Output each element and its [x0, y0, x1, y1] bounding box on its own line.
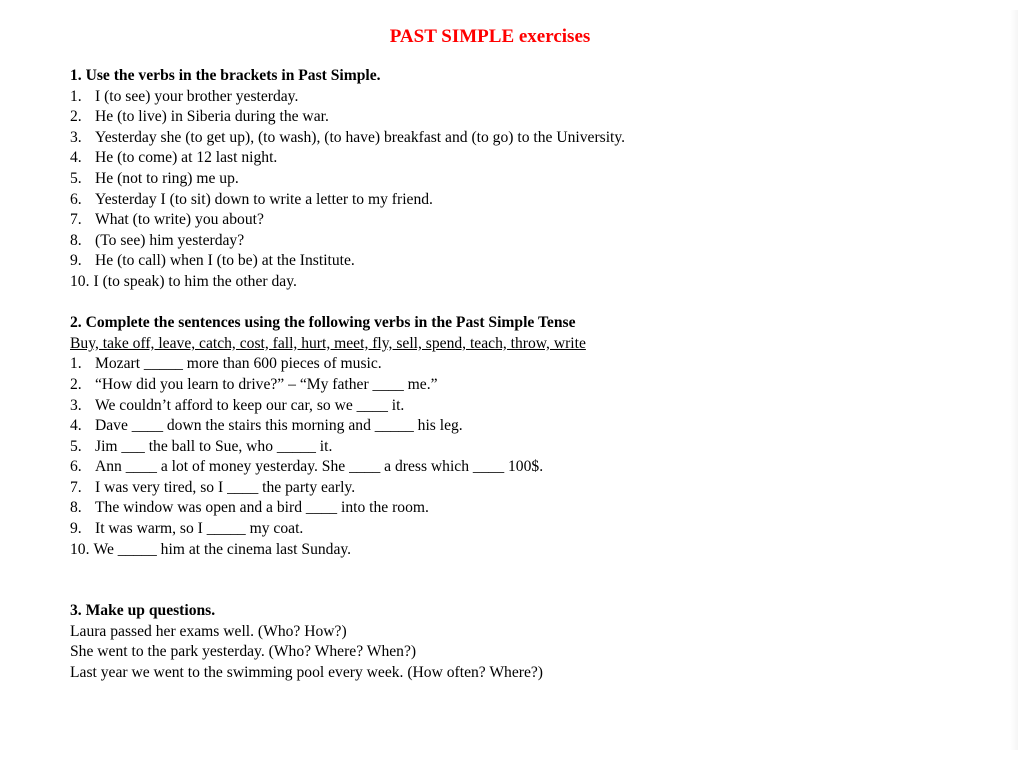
list-item-text: He (not to ring) me up.: [95, 169, 239, 187]
list-item-text: Yesterday she (to get up), (to wash), (to have) breakfast and (to go) to the University.: [95, 128, 626, 146]
list-item: [70, 540, 970, 561]
list-item-text: “How did you learn to drive?” – “My father ____ me.”: [95, 375, 438, 393]
exercise-2: [70, 313, 970, 560]
list-item: [70, 375, 970, 396]
list-item-text: The window was open and a bird ____ into the room.: [95, 499, 429, 517]
list-item: [70, 457, 970, 478]
list-item-number: 9.: [70, 520, 82, 538]
list-item-number: 7.: [70, 211, 82, 229]
list-item-number: 8.: [70, 231, 82, 249]
exercise-3-line: Last year we went to the swimming pool every week. (How often? Where?): [70, 664, 543, 682]
list-item: [70, 498, 970, 519]
list-item-number: 1.: [70, 355, 82, 373]
exercise-1: [70, 66, 970, 293]
exercise-2-verb-list: Buy, take off, leave, catch, cost, fall, hurt, meet, fly, sell, spend, teach, throw, write: [70, 334, 586, 352]
list-item: [70, 231, 970, 252]
list-item: [70, 396, 970, 417]
list-item: [70, 148, 970, 169]
list-item-text: He (to live) in Siberia during the war.: [95, 108, 329, 126]
list-item-number: 2.: [70, 108, 82, 126]
list-item-number: 2.: [70, 375, 82, 393]
list-item-text: He (to come) at 12 last night.: [95, 149, 278, 167]
list-item-number: 4.: [70, 149, 82, 167]
exercise-2-list: [70, 354, 970, 560]
list-item-number: 5.: [70, 437, 82, 455]
exercise-1-list: [70, 87, 970, 293]
list-item: [70, 478, 970, 499]
list-item-text: Yesterday I (to sit) down to write a letter to my friend.: [95, 190, 433, 208]
list-item: [70, 354, 970, 375]
list-item-number: 6.: [70, 190, 82, 208]
exercise-2-heading: 2. Complete the sentences using the following verbs in the Past Simple Tense: [70, 314, 576, 332]
exercise-content: [70, 66, 970, 684]
list-item-text: It was warm, so I _____ my coat.: [95, 520, 304, 538]
list-item-number: 1.: [70, 87, 82, 105]
list-item-number: 9.: [70, 252, 82, 270]
list-item-number: 6.: [70, 458, 82, 476]
list-item-text: We couldn’t afford to keep our car, so we ____ it.: [95, 396, 405, 414]
list-item-number: 4.: [70, 417, 82, 435]
list-item-number: 10.: [70, 540, 90, 558]
list-item: [70, 416, 970, 437]
list-item-text: Ann ____ a lot of money yesterday. She ____ a dress which ____ 100$.: [95, 458, 544, 476]
list-item-text: What (to write) you about?: [95, 211, 264, 229]
list-item-number: 3.: [70, 396, 82, 414]
list-item: [70, 437, 970, 458]
list-item-text: I was very tired, so I ____ the party early.: [95, 478, 356, 496]
list-item: [70, 272, 970, 293]
list-item-text: I (to see) your brother yesterday.: [95, 87, 299, 105]
page-edge-shadow: [1010, 10, 1018, 750]
list-item-text: I (to speak) to him the other day.: [93, 272, 297, 290]
list-item: [70, 210, 970, 231]
list-item: [70, 251, 970, 272]
exercise-1-heading: 1. Use the verbs in the brackets in Past Simple.: [70, 67, 381, 84]
list-item-number: 7.: [70, 478, 82, 496]
list-item-text: We _____ him at the cinema last Sunday.: [93, 540, 352, 558]
list-item: [70, 128, 970, 149]
exercise-3-heading: 3. Make up questions.: [70, 602, 216, 620]
list-item-text: Jim ___ the ball to Sue, who _____ it.: [95, 437, 333, 455]
list-item-number: 10.: [70, 272, 90, 290]
list-item-number: 3.: [70, 128, 82, 146]
page-title: PAST SIMPLE exercises: [389, 26, 591, 47]
exercise-3: [70, 601, 970, 683]
list-item-number: 5.: [70, 169, 82, 187]
exercise-3-line: Laura passed her exams well. (Who? How?): [70, 622, 347, 640]
list-item: [70, 190, 970, 211]
list-item: [70, 107, 970, 128]
list-item: [70, 169, 970, 190]
list-item-text: Mozart _____ more than 600 pieces of music.: [95, 355, 382, 373]
list-item-text: (To see) him yesterday?: [95, 231, 245, 249]
list-item-number: 8.: [70, 499, 82, 517]
list-item-text: He (to call) when I (to be) at the Institute.: [95, 252, 355, 270]
list-item-text: Dave ____ down the stairs this morning and _____ his leg.: [95, 417, 463, 435]
exercise-3-line: She went to the park yesterday. (Who? Where? When?): [70, 643, 417, 661]
list-item: [70, 519, 970, 540]
list-item: [70, 87, 970, 108]
